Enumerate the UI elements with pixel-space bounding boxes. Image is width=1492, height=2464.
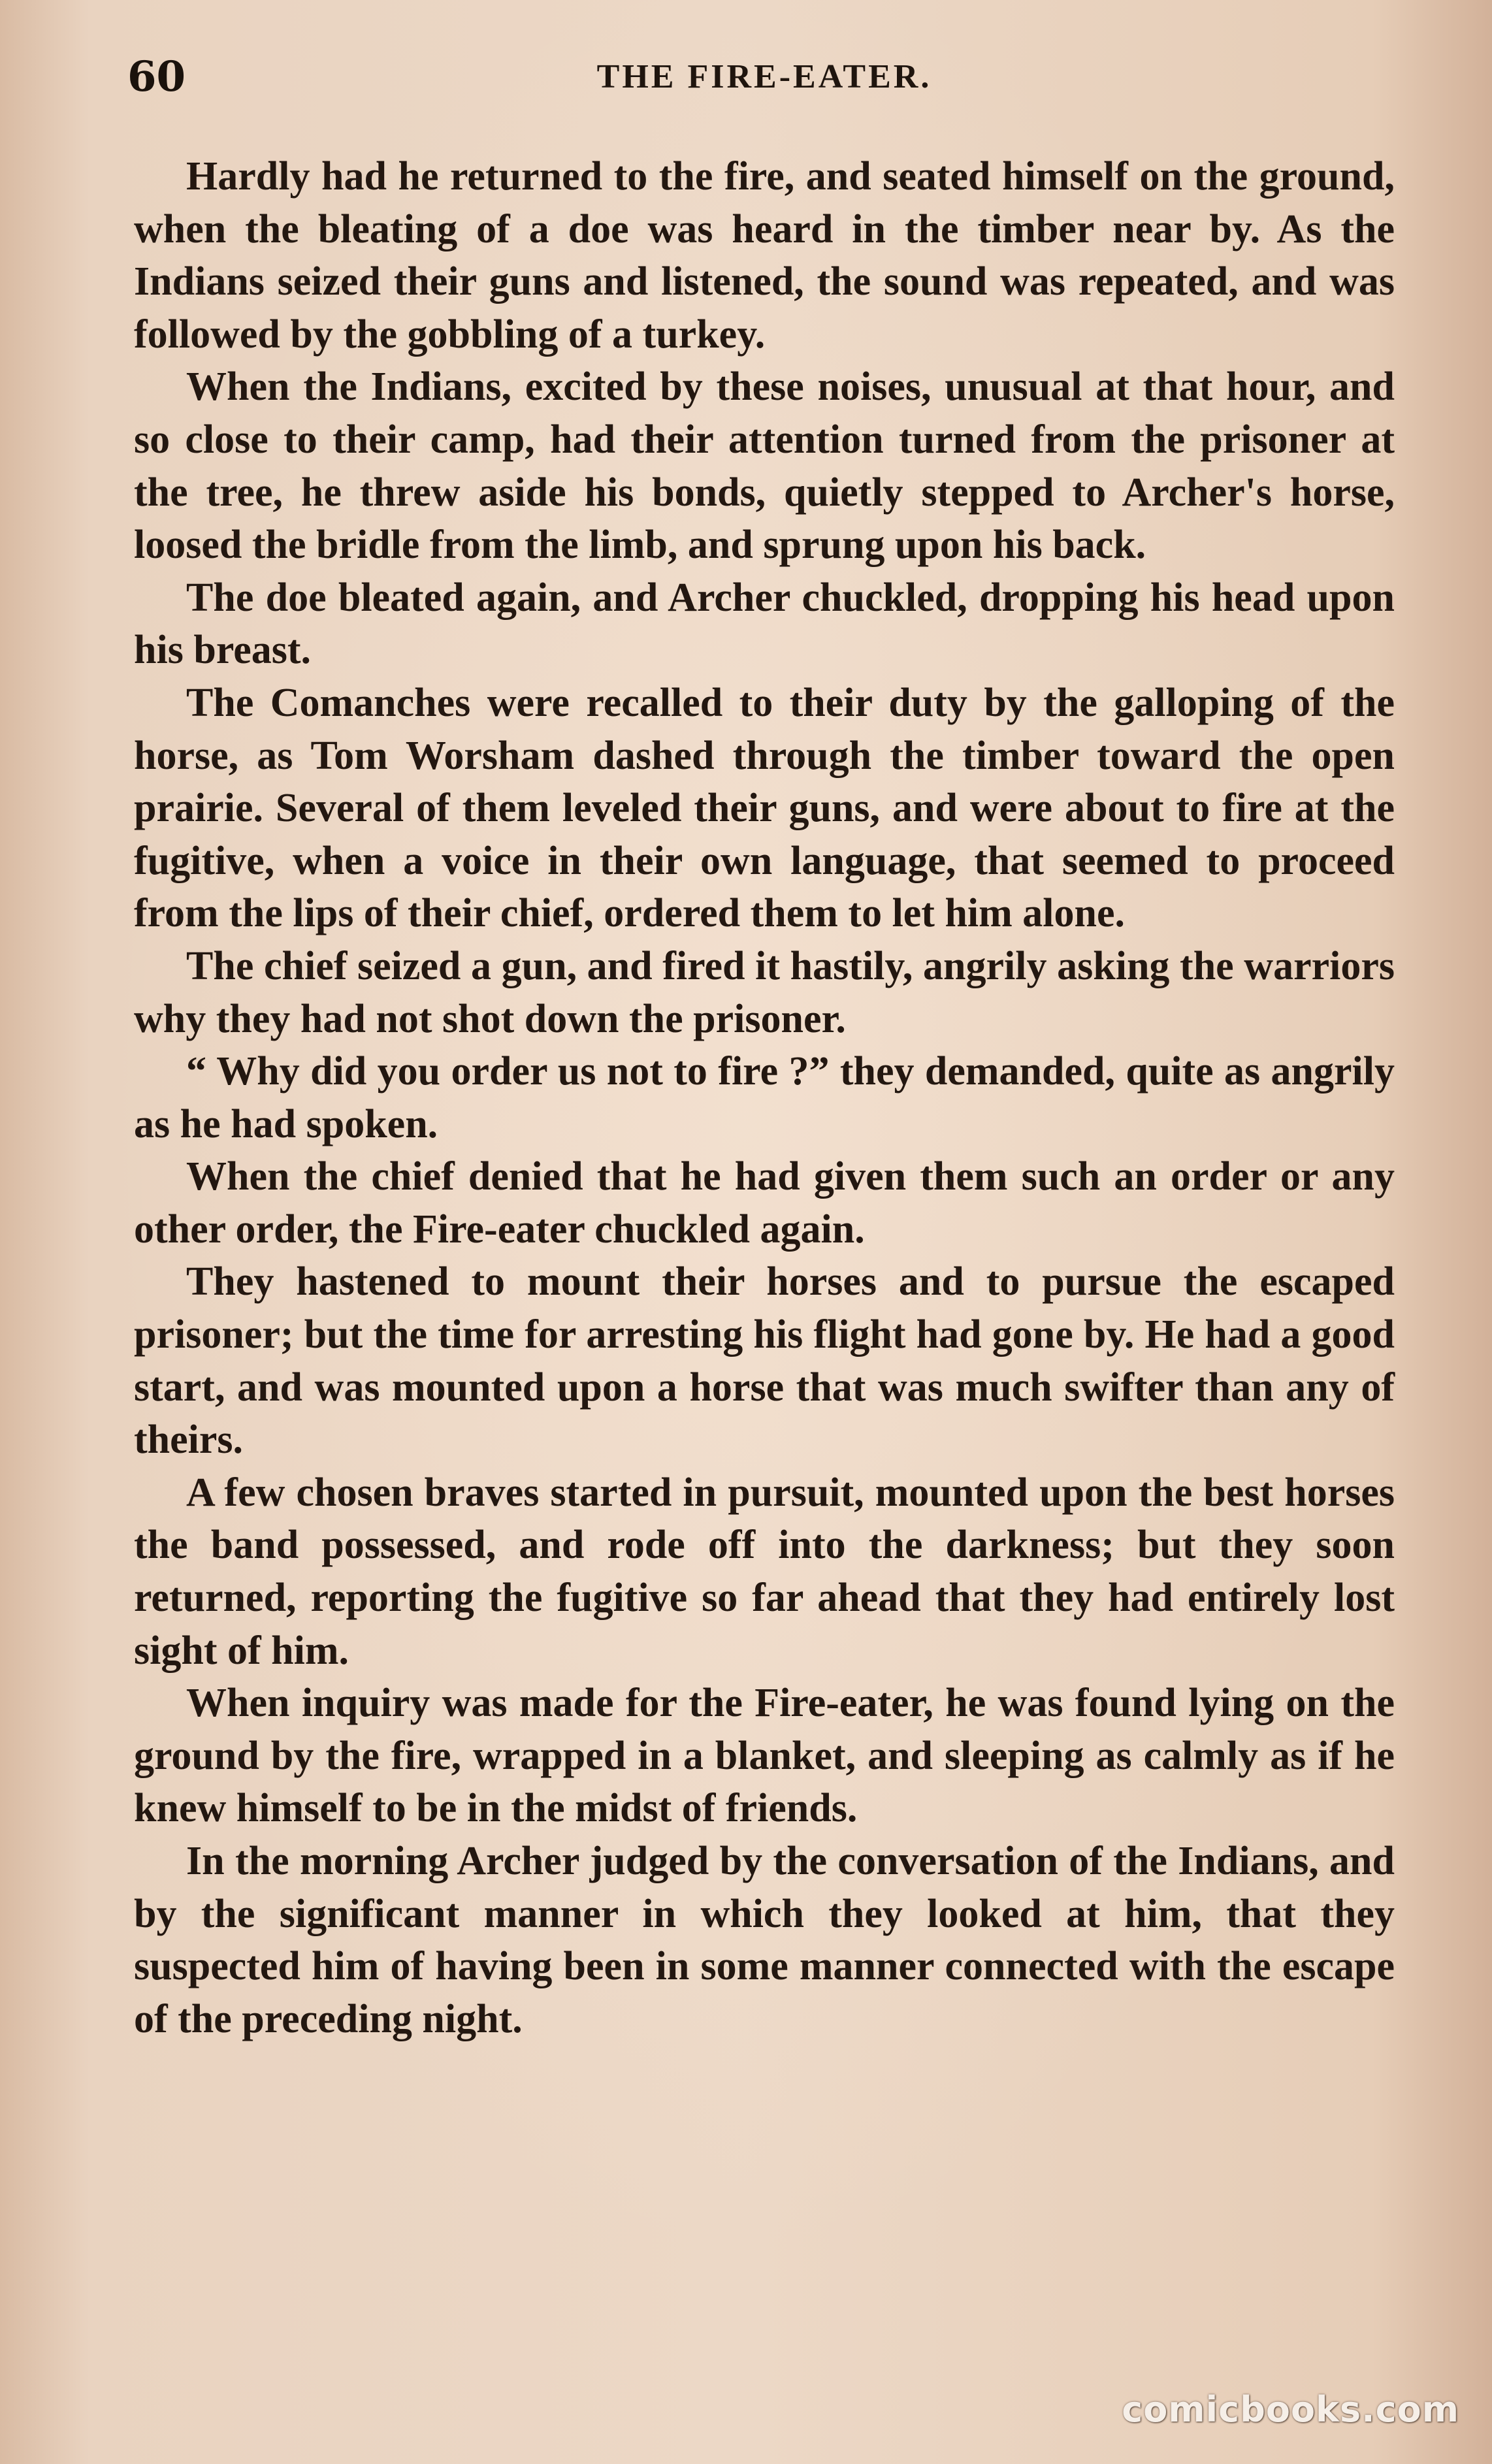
body-text (134, 150, 1395, 2045)
running-head: THE FIRE-EATER. (596, 58, 932, 95)
paragraph: In the morning Archer judged by the conversation of the Indians, and by the significant manner in which they looked at him, that they suspected him of having been in some manner connected with the escape of the preceding night. (134, 1839, 1395, 2041)
paragraph: They hastened to mount their horses and to pursue the escaped prisoner; but the time for arresting his flight had gone by. He had a good start, and was mounted upon a horse that was much swifter than any of theirs. (134, 1259, 1395, 1463)
paragraph: Hardly had he returned to the fire, and seated himself on the ground, when the bleating of a doe was heard in the timber near by. As the Indians seized their guns and listened, the sound was repeated, and was followed by the gobbling of a turkey. (134, 154, 1395, 357)
paragraph: When inquiry was made for the Fire-eater, he was found lying on the ground by the fire, wrapped in a blanket, and sleeping as calmly as if he knew himself to be in the midst of friends. (134, 1681, 1395, 1831)
page-header (127, 46, 1401, 105)
page-number: 60 (127, 52, 186, 101)
paragraph: A few chosen braves started in pursuit, mounted upon the best horses the band possessed, and rode off into the darkness; but they soon returned, reporting the fugitive so far ahead that they had entirely lost sight of him. (134, 1470, 1395, 1673)
paragraph: When the chief denied that he had given them such an order or any other order, the Fire-eater chuckled again. (134, 1154, 1395, 1252)
paragraph: The Comanches were recalled to their duty by the galloping of the horse, as Tom Worsham dashed through the timber toward the open prairie. Several of them leveled their guns, and were about to fire at the fugitive, when a voice in their own language, that seemed to proceed from the lips of their chief, ordered them to let him alone. (134, 680, 1395, 936)
paragraph: When the Indians, excited by these noises, unusual at that hour, and so close to their camp, had their attention turned from the prisoner at the tree, he threw aside his bonds, quietly stepped to Archer's horse, loosed the bridle from the limb, and sprung upon his back. (134, 365, 1395, 568)
watermark: comicbooks.com (1122, 2389, 1459, 2430)
paragraph: “ Why did you order us not to fire ?” they demanded, quite as angrily as he had spoken. (134, 1049, 1395, 1146)
paragraph: The doe bleated again, and Archer chuckled, dropping his head upon his breast. (134, 575, 1395, 673)
paragraph: The chief seized a gun, and fired it hastily, angrily asking the warriors why they had not shot down the prisoner. (134, 943, 1395, 1041)
